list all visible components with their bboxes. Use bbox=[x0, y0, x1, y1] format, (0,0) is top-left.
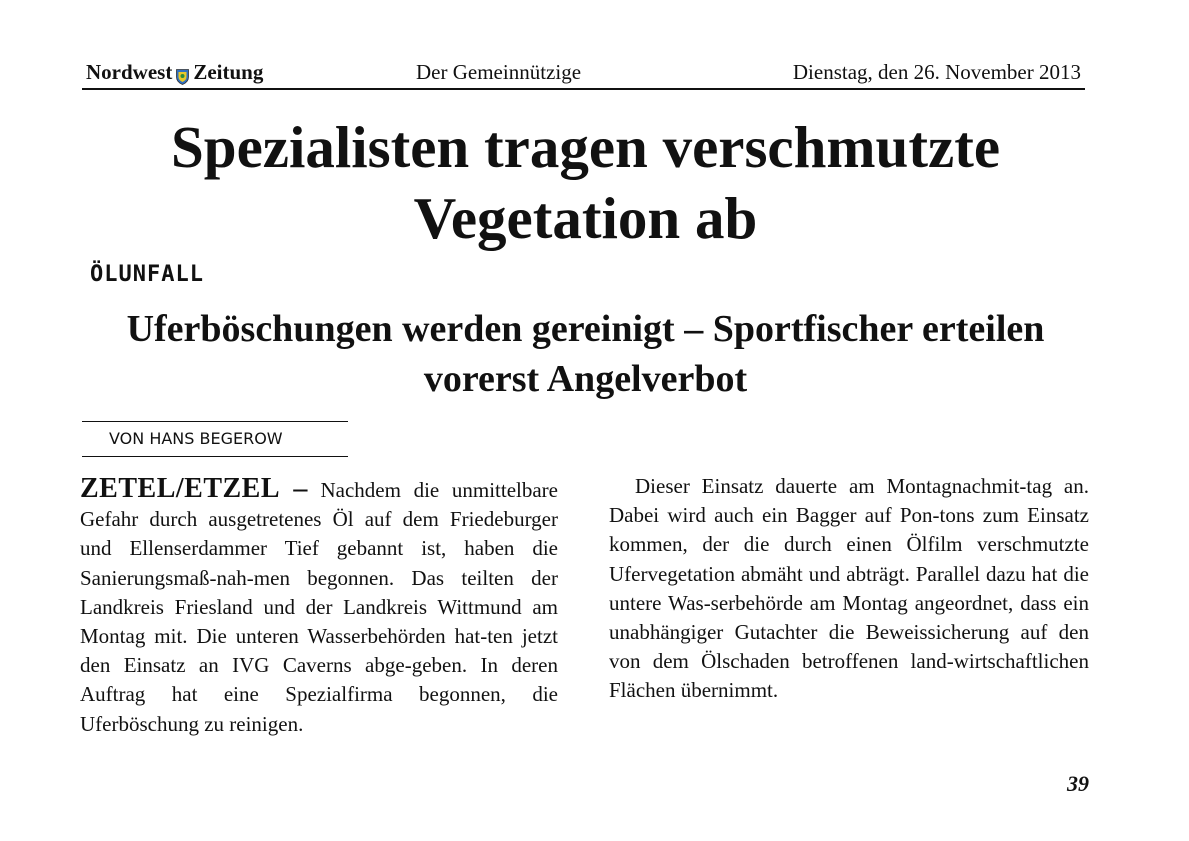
article-column-2: Dieser Einsatz dauerte am Montagnachmit-tag an. Dabei wird auch ein Bagger auf Pon-tons zum Einsatz kommen, der die durch einen Ölfilm verschmutzte Ufervegetation abmäht und abträgt. Parallel dazu hat die untere Was-serbehörde am Montag angeordnet, dass ein unabhängiger Gutachter die Beweissicherung auf den von dem Ölschaden betroffenen land-wirtschaftlichen Flächen übernimmt. bbox=[609, 474, 1089, 703]
masthead bbox=[82, 58, 1085, 90]
newspaper-name bbox=[86, 60, 263, 85]
column-1-text: Nachdem die unmittelbare Gefahr durch ausgetretenes Öl auf dem Friedeburger und Ellenserdammer Tief gebannt ist, haben die Sanierungsmaß-nah-men begonnen. Das teilten der Landkreis Friesland und der Landkreis Wittmund am Montag mit. Die unteren Wasserbehörden hat-ten jetzt den Einsatz an IVG Caverns abge-geben. In deren Auftrag hat eine Spezialfirma begonnen, die Uferböschung zu reinigen. bbox=[80, 478, 558, 736]
byline: VON HANS BEGEROW bbox=[82, 421, 348, 457]
topic-label: ÖLUNFALL bbox=[90, 262, 204, 287]
newspaper-name-part2: Zeitung bbox=[193, 60, 264, 84]
article-column-1 bbox=[80, 474, 558, 739]
page-number: 39 bbox=[1067, 771, 1089, 796]
newspaper-name-part1: Nordwest bbox=[86, 60, 173, 84]
headline: Spezialisten tragen verschmutzte Vegetation ab bbox=[170, 114, 1001, 251]
publication-date: Dienstag, den 26. November 2013 bbox=[792, 60, 1081, 84]
subheadline: Uferböschungen werden gereinigt – Sportfischer erteilen vorerst Angelverbot bbox=[126, 308, 1045, 400]
edition-title: Der Gemeinnützige bbox=[416, 60, 582, 84]
coat-of-arms-icon bbox=[176, 66, 189, 82]
dateline-place: ZETEL/ETZEL – bbox=[80, 473, 308, 504]
